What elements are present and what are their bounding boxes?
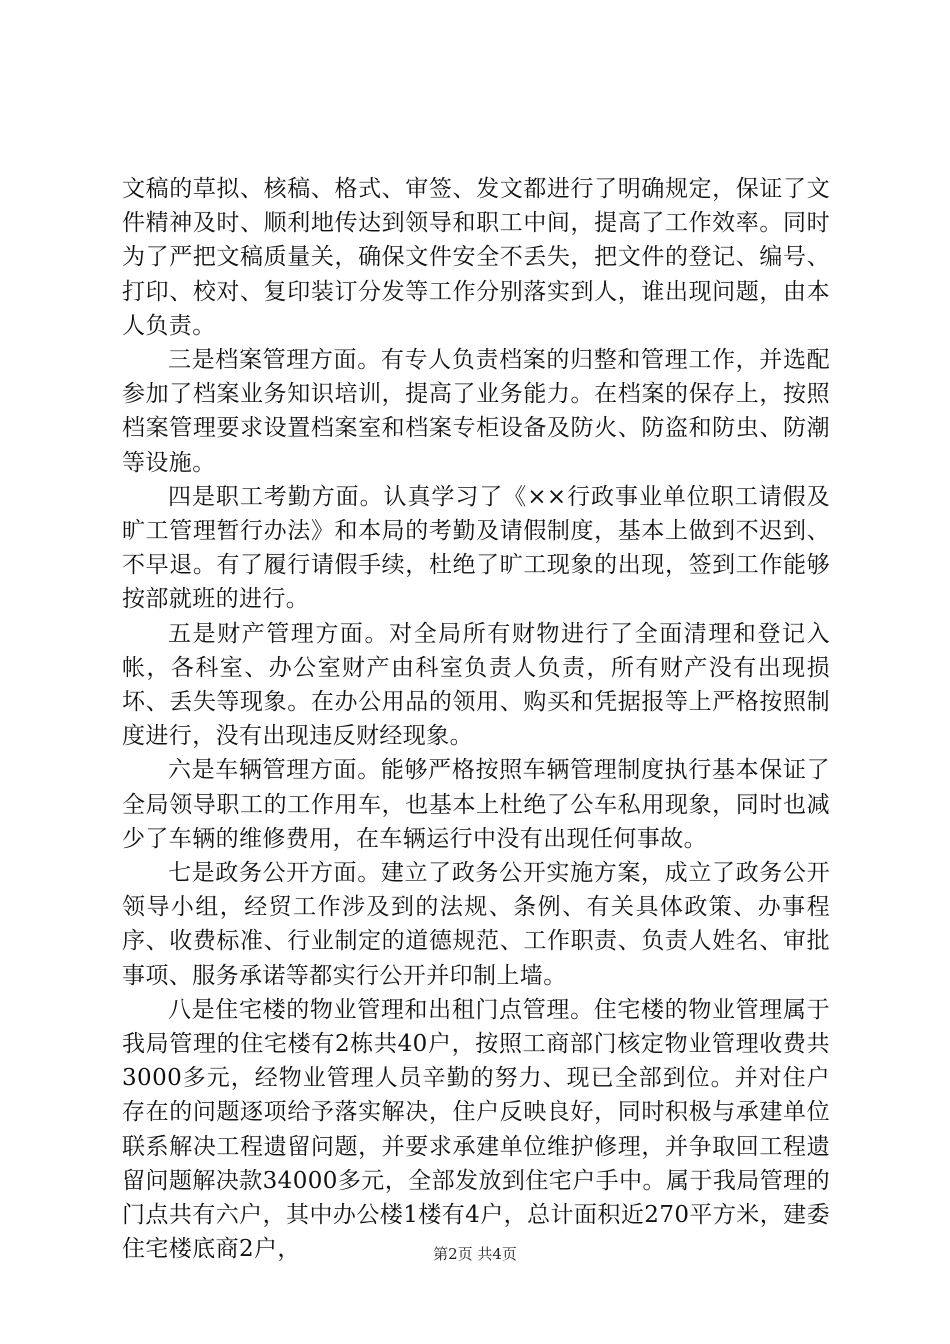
paragraph-continued: 文稿的草拟、核稿、格式、审签、发文都进行了明确规定，保证了文件精神及时、顺利地传达到领导和职工中间，提高了工作效率。同时为了严把文稿质量关，确保文件安全不丢失，把文件的登记、编号、打印、校对、复印装订分发等工作分别落实到人，谁出现问题，由本人负责。 — [122, 176, 830, 339]
page-footer: 第2页 共4页 — [433, 1245, 517, 1263]
paragraph-archive-management: 三是档案管理方面。有专人负责档案的归整和管理工作，并选配参加了档案业务知识培训，提高了业务能力。在档案的保存上，按照档案管理要求设置档案室和档案专柜设备及防火、防盗和防虫、防潮等设施。 — [122, 347, 830, 476]
paragraph-attendance: 四是职工考勤方面。认真学习了《××行政事业单位职工请假及旷工管理暂行办法》和本局的考勤及请假制度，基本上做到不迟到、不早退。有了履行请假手续，杜绝了旷工现象的出现，签到工作能够按部就班的进行。 — [122, 483, 830, 613]
document-body — [122, 172, 830, 1267]
paragraph-vehicle-management: 六是车辆管理方面。能够严格按照车辆管理制度执行基本保证了全局领导职工的工作用车，也基本上杜绝了公车私用现象，同时也减少了车辆的维修费用，在车辆运行中没有出现任何事故。 — [122, 757, 830, 852]
paragraph-government-affairs: 七是政务公开方面。建立了政务公开实施方案，成立了政务公开领导小组，经贸工作涉及到的法规、条例、有关具体政策、办事程序、收费标准、行业制定的道德规范、工作职责、负责人姓名、审批事项、服务承诺等都实行公开并印制上墙。 — [122, 860, 830, 989]
paragraph-residential-management: 八是住宅楼的物业管理和出租门点管理。住宅楼的物业管理属于我局管理的住宅楼有2栋共40户，按照工商部门核定物业管理收费共3000多元，经物业管理人员辛勤的努力、现已全部到位。并对住户存在的问题逐项给予落实解决，住户反映良好，同时积极与承建单位联系解决工程遗留问题，并要求承建单位维护修理，并争取回工程遗留问题解决款34000多元，全部发放到住宅户手中。属于我局管理的门点共有六户，其中办公楼1楼有4户，总计面积近270平方米，建委住宅楼底商2户， — [122, 996, 830, 1263]
paragraph-property-management: 五是财产管理方面。对全局所有财物进行了全面清理和登记入帐，各科室、办公室财产由科室负责人负责，所有财产没有出现损坏、丢失等现象。在办公用品的领用、购买和凭据报等上严格按照制度进行，没有出现违反财经现象。 — [122, 620, 830, 750]
